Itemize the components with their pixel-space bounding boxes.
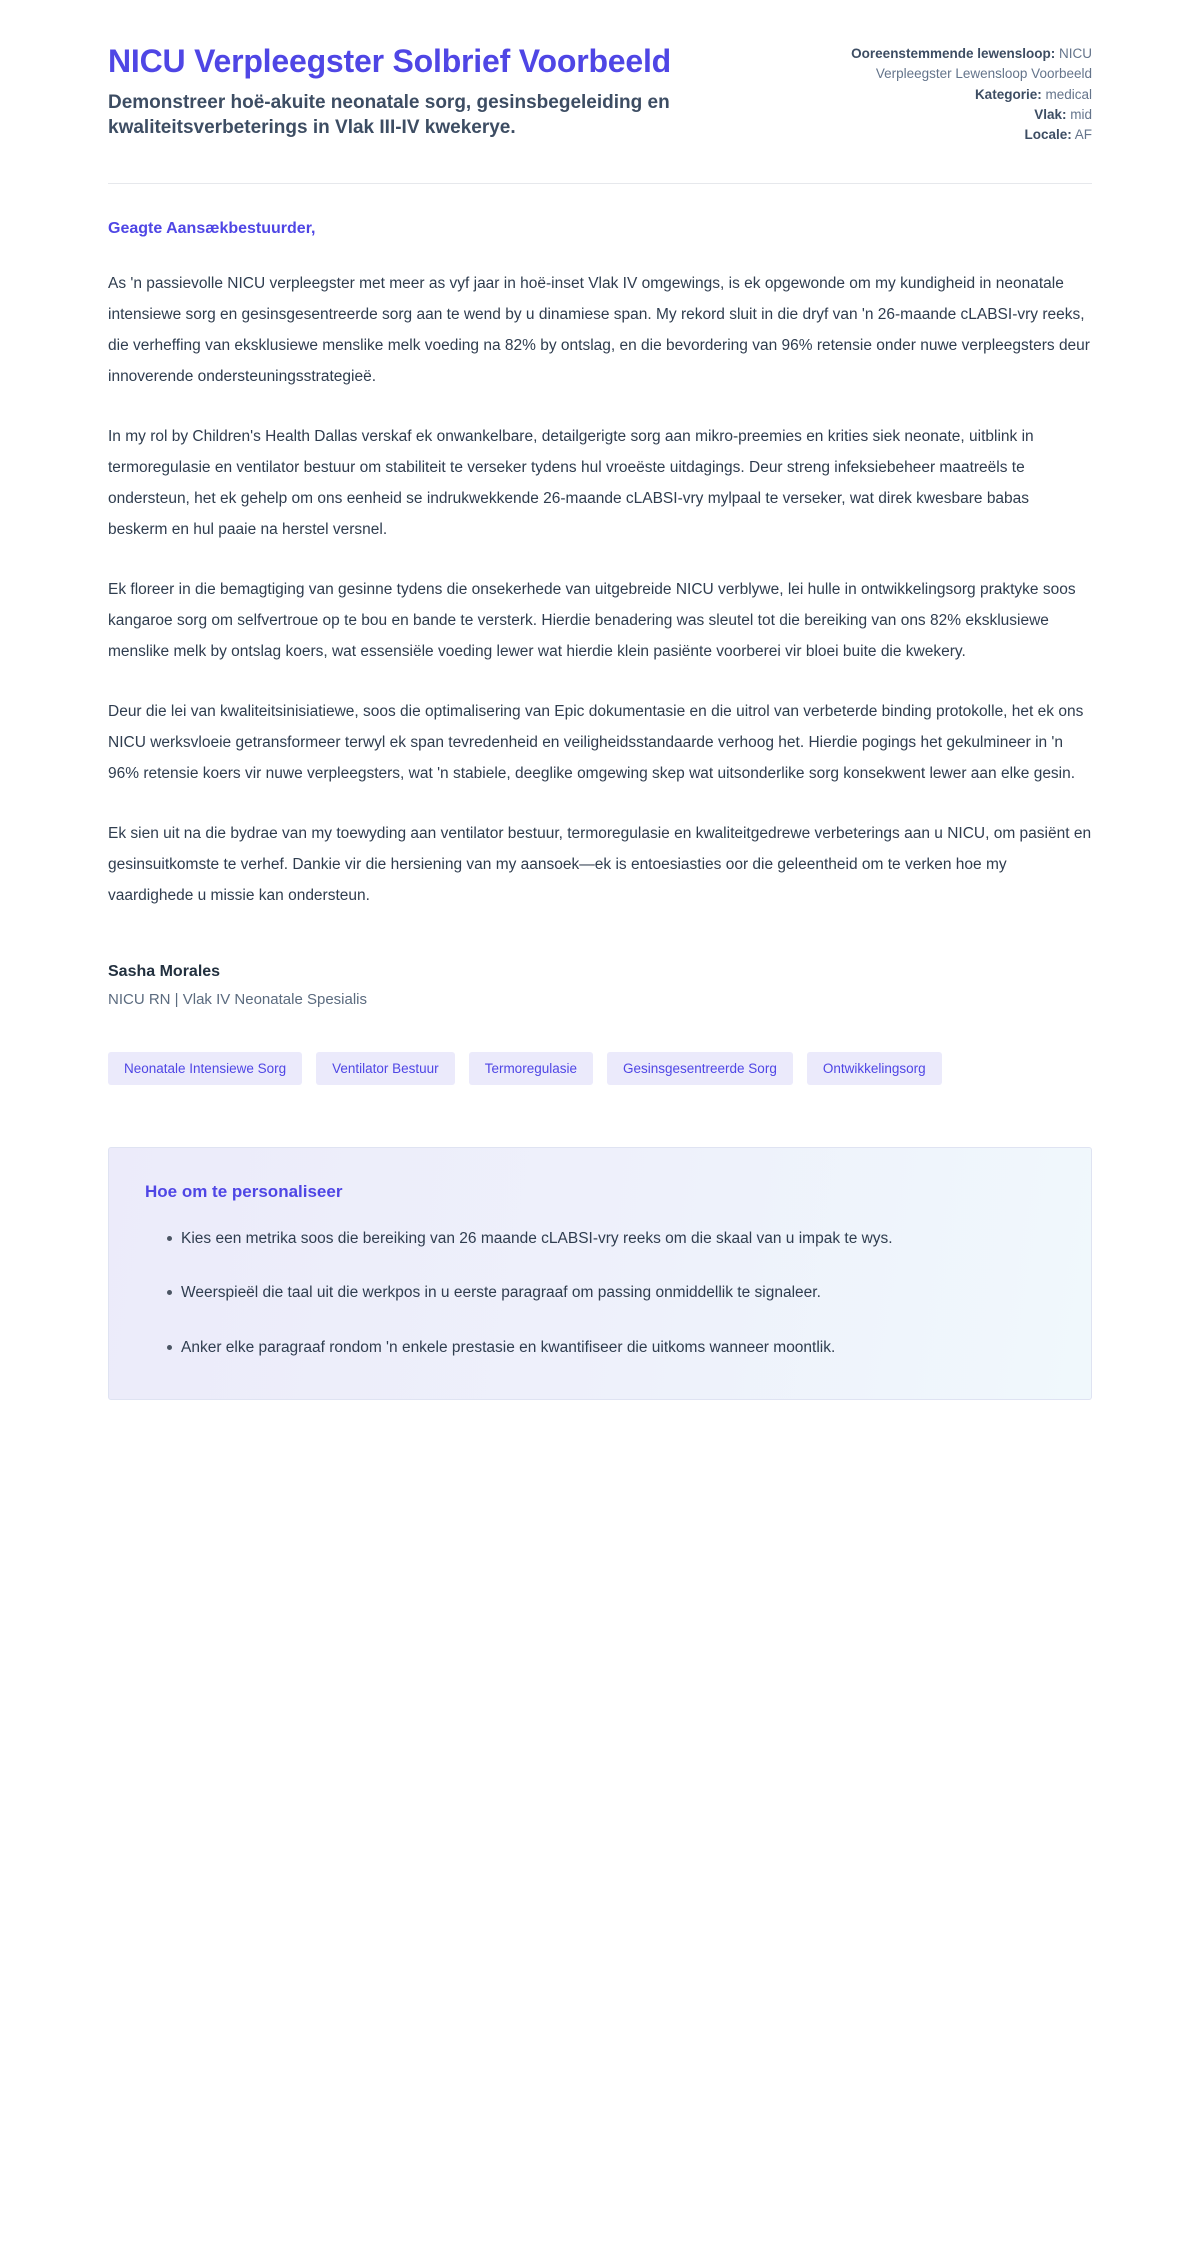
letter-paragraph: As 'n passievolle NICU verpleegster met meer as vyf jaar in hoë-inset Vlak IV omgewings, is ek opgewonde om my kundigheid in neonatale intensiewe sorg en gesinsgesentreerde sorg aan te wend by u dinamiese span. My rekord sluit in die dryf van 'n 26-maande cLABSI-vry reeks, die verheffing van eksklusiewe menslike melk voeding na 82% by ontslag, en die bevordering van 96% retensie onder nuwe verpleegsters deur innoverende ondersteuningsstrategieë. bbox=[108, 275, 1090, 386]
page-title: NICU Verpleegster Solbrief Voorbeeld bbox=[108, 43, 672, 79]
letter-salutation: Geagte Aansækbestuurder, bbox=[108, 220, 316, 238]
tag-chip[interactable]: Ontwikkelingsorg bbox=[807, 1052, 942, 1085]
callout-tip-item: Kies een metrika soos die bereiking van 26 maande cLABSI-vry reeks om die skaal van u impak te wys. bbox=[167, 1224, 1055, 1254]
meta-value-category: medical bbox=[1045, 86, 1092, 102]
callout-tip-list bbox=[145, 1224, 1055, 1363]
letter-paragraph: Deur die lei van kwaliteitsinisiatiewe, soos die optimalisering van Epic dokumentasie en die uitrol van verbeterde binding protokolle, het ek ons NICU werksvloeie getransformeer terwyl ek span tevredenheid en veiligheidsstandaarde verhoog het. Hierdie pogings het gekulmineer in 'n 96% retensie koers vir nuwe verpleegsters, wat 'n stabiele, deeglike omgewing skep wat uitsonderlike sorg konsekwent lewer aan elke gesin. bbox=[108, 703, 1084, 783]
meta-label-level: Vlak: bbox=[1034, 106, 1067, 122]
letter-paragraph: Ek floreer in die bemagtiging van gesinne tydens die onsekerhede van uitgebreide NICU verblywe, lei hulle in ontwikkelingsorg praktyke soos kangaroe sorg om selfvertroue op te bou en bande te versterk. Hierdie benadering was sleutel tot die bereiking van ons 82% eksklusiewe menslike melk by ontslag koers, wat essensiële voeding lewer wat hierdie klein pasiënte voorberei vir bloei buite die kwekery. bbox=[108, 581, 1076, 661]
meta-row-locale bbox=[812, 125, 1092, 145]
letter-signature bbox=[108, 963, 1092, 1008]
tag-chip[interactable]: Ventilator Bestuur bbox=[316, 1052, 455, 1085]
meta-value-level: mid bbox=[1070, 106, 1092, 122]
meta-label-locale: Locale: bbox=[1024, 127, 1072, 142]
signature-name: Sasha Morales bbox=[108, 963, 221, 981]
meta-row-level bbox=[812, 105, 1092, 125]
letter-paragraph: Ek sien uit na die bydrae van my toewyding aan ventilator bestuur, termoregulasie en kwaliteitgedrewe verbeterings aan u NICU, om pasiënt en gesinsuitkomste te verhef. Dankie vir die hersiening van my aansoek—ek is entoesiasties oor die geleentheid om te verken hoe my vaardighede u missie kan ondersteun. bbox=[108, 825, 1092, 905]
letter-paragraph: In my rol by Children's Health Dallas verskaf ek onwankelbare, detailgerigte sorg aan mikro-preemies en krities siek neonate, uitblink in termoregulasie en ventilator bestuur om stabiliteit te verseker tydens hul vroeëste uitdagings. Deur streng infeksiebeheer maatreëls te ondersteun, het ek gehelp om ons eenheid se indrukwekkende 26-maande cLABSI-vry mylpaal te verseker, wat direk kwesbare babas beskerm en hul paaie na herstel versnel. bbox=[108, 428, 1034, 539]
callout-tip-item: Weerspieël die taal uit die werkpos in u eerste paragraaf om passing onmiddellik te signaleer. bbox=[167, 1278, 1055, 1308]
callout-title: Hoe om te personaliseer bbox=[145, 1182, 343, 1202]
tag-chip[interactable]: Neonatale Intensiewe Sorg bbox=[108, 1052, 302, 1085]
meta-value-resume: NICU Verpleegster Lewensloop Voorbeeld bbox=[875, 46, 1092, 82]
signature-role: NICU RN | Vlak IV Neonatale Spesialis bbox=[108, 991, 367, 1009]
meta-row-category bbox=[812, 85, 1092, 105]
meta-row-resume bbox=[812, 44, 1092, 85]
page-subtitle: Demonstreer hoë-akuite neonatale sorg, gesinsbegeleiding en kwaliteitsverbeterings in Vlak III-IV kwekerye. bbox=[108, 92, 670, 138]
callout-tip-item: Anker elke paragraaf rondom 'n enkele prestasie en kwantifiseer die uitkoms wanneer moontlik. bbox=[167, 1333, 1055, 1363]
tag-chip[interactable]: Gesinsgesentreerde Sorg bbox=[607, 1052, 793, 1085]
cover-letter-body bbox=[108, 184, 1092, 1008]
document-header bbox=[108, 42, 1092, 145]
header-title-block bbox=[108, 42, 748, 140]
personalization-callout bbox=[108, 1147, 1092, 1400]
document-metadata bbox=[812, 42, 1092, 145]
meta-value-locale: AF bbox=[1074, 127, 1092, 142]
meta-label-category: Kategorie: bbox=[974, 86, 1042, 102]
meta-label-resume: Ooreenstemmende lewensloop: bbox=[851, 46, 1056, 61]
tag-list bbox=[108, 1052, 1008, 1085]
tag-chip[interactable]: Termoregulasie bbox=[469, 1052, 593, 1085]
